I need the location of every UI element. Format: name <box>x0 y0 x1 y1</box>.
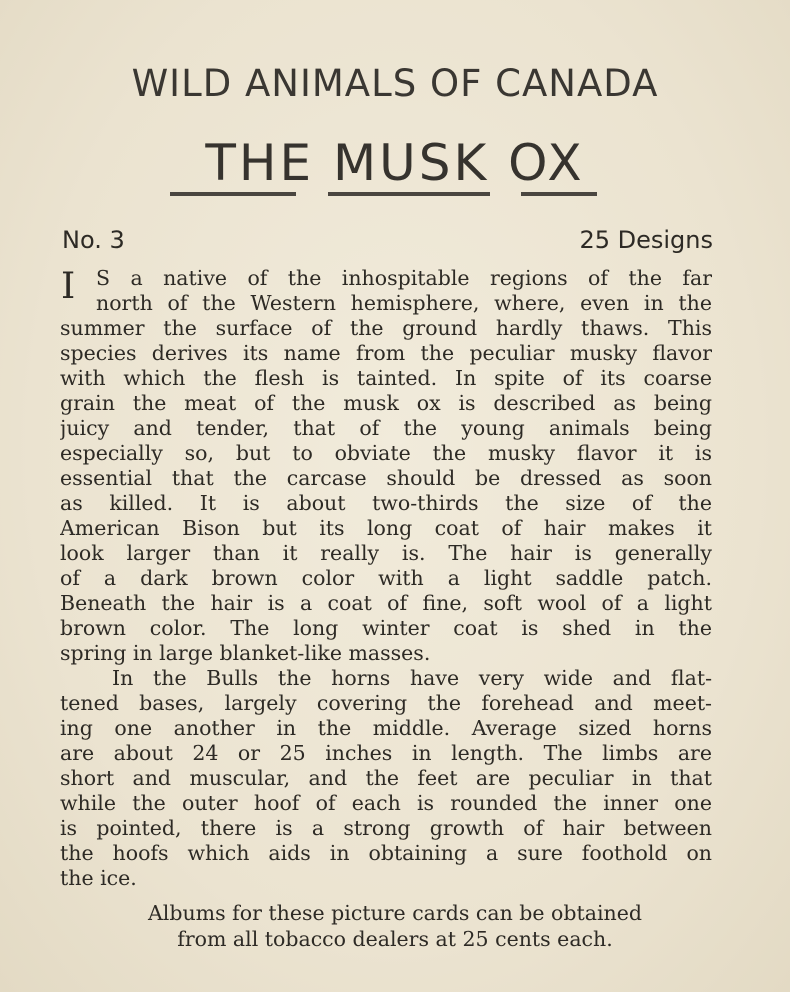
card-title: THE MUSK OX <box>205 134 585 192</box>
text-line: species derives its name from the peculiar musky flavor <box>60 341 712 365</box>
text-line: short and muscular, and the feet are peculiar in that <box>60 766 712 790</box>
text-line: Beneath the hair is a coat of fine, soft wool of a light <box>60 591 712 615</box>
text-line: summer the surface of the ground hardly thaws. This <box>60 316 712 340</box>
designs-count: 25 Designs <box>579 226 713 254</box>
text-line: spring in large blanket-like masses. <box>60 641 431 665</box>
text-line: juicy and tender, that of the young animals being <box>60 416 712 440</box>
text-line: In the Bulls the horns have very wide and flat- <box>112 666 712 690</box>
text-line: are about 24 or 25 inches in length. The limbs are <box>60 741 712 765</box>
text-line: is pointed, there is a strong growth of hair between <box>60 816 712 840</box>
description-text <box>60 266 712 891</box>
text-line: of a dark brown color with a light saddle patch. <box>60 566 712 590</box>
text-line: especially so, but to obviate the musky flavor it is <box>60 441 712 465</box>
title-underline-middle <box>328 192 490 196</box>
text-line: S a native of the inhospitable regions of the far <box>96 266 712 290</box>
album-note <box>0 900 790 952</box>
text-line: ing one another in the middle. Average sized horns <box>60 716 712 740</box>
text-line: the hoofs which aids in obtaining a sure foothold on <box>60 841 712 865</box>
text-line: with which the flesh is tainted. In spite of its coarse <box>60 366 712 390</box>
text-line: tened bases, largely covering the forehead and meet- <box>60 691 712 715</box>
text-line: brown color. The long winter coat is shed in the <box>60 616 712 640</box>
card-number: No. 3 <box>62 226 125 254</box>
album-note-line: Albums for these picture cards can be obtained <box>148 901 642 925</box>
album-note-line: from all tobacco dealers at 25 cents each. <box>177 927 613 951</box>
title-underline-right <box>521 192 597 196</box>
card-meta <box>62 226 713 262</box>
text-line: essential that the carcase should be dressed as soon <box>60 466 712 490</box>
drop-cap: I <box>61 266 76 307</box>
text-line: American Bison but its long coat of hair makes it <box>60 516 712 540</box>
text-line: north of the Western hemisphere, where, even in the <box>96 291 712 315</box>
text-line: look larger than it really is. The hair is generally <box>60 541 712 565</box>
text-line: grain the meat of the musk ox is described as being <box>60 391 712 415</box>
series-title: WILD ANIMALS OF CANADA <box>131 62 659 105</box>
title-underline-left <box>170 192 296 196</box>
text-line: as killed. It is about two-thirds the size of the <box>60 491 712 515</box>
text-line: while the outer hoof of each is rounded the inner one <box>60 791 712 815</box>
text-line: the ice. <box>60 866 137 890</box>
